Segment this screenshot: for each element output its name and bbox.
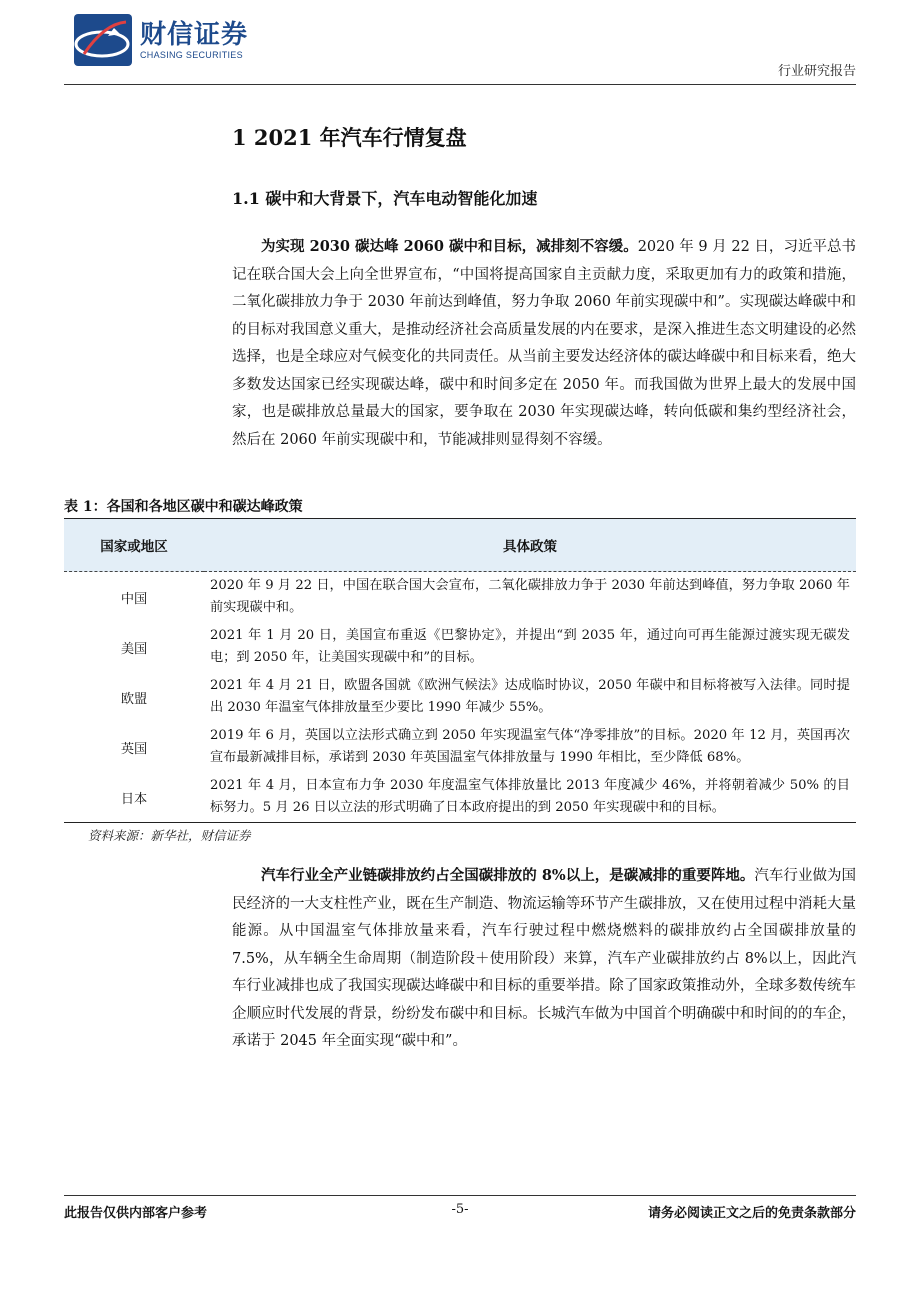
- paragraph-lead: 汽车行业全产业链碳排放约占全国碳排放的 8%以上，是碳减排的重要阵地。: [261, 867, 755, 884]
- table-header-row: [64, 519, 856, 572]
- table-cell-country: 美国: [120, 641, 148, 657]
- table-header-country: 国家或地区: [64, 519, 204, 572]
- footer-divider: [64, 1195, 856, 1196]
- logo-mark-icon: [74, 14, 132, 66]
- logo-text: [140, 20, 248, 60]
- table-row: [64, 722, 856, 772]
- table-cell-country: 英国: [120, 741, 148, 757]
- page-header: [64, 10, 856, 84]
- logo-cn: 财信证券: [140, 20, 249, 50]
- table-cell-country: 中国: [120, 591, 148, 607]
- paragraph-lead: 为实现 2030 碳达峰 2060 碳中和目标，减排刻不容缓。: [261, 238, 638, 255]
- table-row: [64, 672, 856, 722]
- table-cell-policy: 2021 年 4 月，日本宣布力争 2030 年度温室气体排放量比 2013 年度减少 46%，并将朝着减少 50% 的目标努力。5 月 26 日以立法的形式明确了日本政府提出的到 2050 年实现碳中和的目标。: [204, 772, 856, 823]
- table-cell-policy: 2020 年 9 月 22 日，中国在联合国大会宣布，二氧化碳排放力争于 2030 年前达到峰值，努力争取 2060 年前实现碳中和。: [210, 578, 850, 615]
- header-divider: [64, 84, 856, 85]
- logo-en: CHASING SECURITIES: [140, 50, 243, 60]
- page-number: -5-: [451, 1202, 469, 1217]
- table-source: 资料来源：新华社，财信证券: [88, 828, 251, 843]
- table-cell-policy: 2021 年 4 月 21 日，欧盟各国就《欧洲气候法》达成临时协议，2050 年碳中和目标将被写入法律。同时提出 2030 年温室气体排放量至少要比 1990 年减少 55%。: [210, 678, 850, 715]
- section-heading: 1 2021 年汽车行情复盘: [232, 125, 467, 150]
- paragraph-body: 2020 年 9 月 22 日，习近平总书记在联合国大会上向全世界宣布，“中国将提高国家自主贡献力度，采取更加有力的政策和措施，二氧化碳排放力争于 2030 年前达到峰值，努力争取 2060 年前实现碳中和”。实现碳达峰碳中和的目标对我国意义重大，是推动经济社会高质量发展的内在要求，是深入推进生态文明建设的必然选择，也是全球应对气候变化的共同责任。从当前主要发达经济体的碳达峰碳中和目标来看，绝大多数发达国家已经实现碳达峰，碳中和时间多定在 2050 年。而我国做为世界上最大的发展中国家，也是碳排放总量最大的国家，要争取在 2030 年实现碳达峰，转向低碳和集约型经济社会，然后在 2060 年前实现碳中和，节能减排则显得刻不容缓。: [232, 239, 856, 448]
- table-row: [64, 572, 856, 623]
- company-logo: [74, 10, 324, 70]
- table-row: [64, 622, 856, 672]
- policy-table: [64, 518, 856, 823]
- table-cell-policy: 2019 年 6 月，英国以立法形式确立到 2050 年实现温室气体“净零排放”的目标。2020 年 12 月，英国再次宣布最新减排目标，承诺到 2030 年英国温室气体排放量与 1990 年相比，至少降低 68%。: [210, 728, 850, 765]
- paragraph-auto-emissions: [232, 862, 856, 1056]
- table-header-policy: 具体政策: [204, 519, 856, 572]
- table-cell-country: 欧盟: [120, 691, 148, 707]
- table-caption: 表 1：各国和各地区碳中和碳达峰政策: [64, 499, 303, 515]
- report-type: 行业研究报告: [777, 64, 856, 79]
- table-row: [64, 772, 856, 823]
- paragraph-carbon-target: [232, 233, 856, 454]
- footer-disclaimer-left: 此报告仅供内部客户参考: [64, 1206, 208, 1221]
- table-cell-policy: 2021 年 1 月 20 日，美国宣布重返《巴黎协定》，并提出“到 2035 年，通过向可再生能源过渡实现无碳发电；到 2050 年，让美国实现碳中和”的目标。: [210, 628, 850, 665]
- table-cell-country: 日本: [64, 772, 204, 823]
- subsection-heading: 1.1 碳中和大背景下，汽车电动智能化加速: [232, 189, 538, 208]
- footer-disclaimer-right: 请务必阅读正文之后的免责条款部分: [647, 1206, 856, 1221]
- paragraph-body: 汽车行业做为国民经济的一大支柱性产业，既在生产制造、物流运输等环节产生碳排放，又在使用过程中消耗大量能源。从中国温室气体排放量来看，汽车行驶过程中燃烧燃料的碳排放约占全国碳排放量的 7.5%，从车辆全生命周期（制造阶段＋使用阶段）来算，汽车产业碳排放约占 8%以上，因此汽车行业减排也成了我国实现碳达峰碳中和目标的重要举措。除了国家政策推动外，全球多数传统车企顺应时代发展的背景，纷纷发布碳中和目标。长城汽车做为中国首个明确碳中和时间的的车企，承诺于 2045 年全面实现“碳中和”。: [232, 868, 856, 1049]
